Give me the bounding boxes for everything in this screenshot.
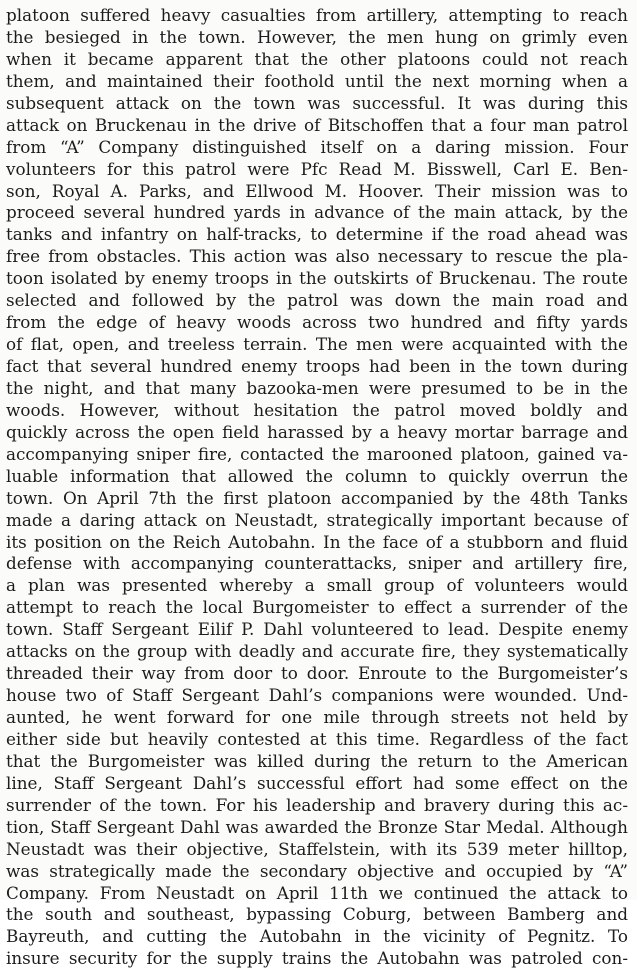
text-line: son, Royal A. Parks, and Ellwood M. Hoover. Their mission was to <box>6 180 628 201</box>
text-line: defense with accompanying counterattacks, sniper and artillery fire, <box>6 553 628 574</box>
text-line: the south and southeast, bypassing Coburg, between Bamberg and <box>6 904 628 925</box>
text-line: its position on the Reich Autobahn. In the face of a stubborn and fluid <box>6 531 628 552</box>
text-line: attack on Bruckenau in the drive of Bitschoffen that a four man patrol <box>6 114 628 135</box>
text-line: luable information that allowed the column to quickly overrun the <box>6 465 628 486</box>
text-line: a plan was presented whereby a small group of volunteers would <box>6 575 628 596</box>
text-line: quickly across the open field harassed by a heavy mortar barrage and <box>6 421 628 442</box>
text-line: accompanying sniper fire, contacted the marooned platoon, gained va- <box>6 443 628 464</box>
text-line: that the Burgomeister was killed during the return to the American <box>6 750 628 771</box>
text-line: house two of Staff Sergeant Dahl’s companions were wounded. Und- <box>6 685 628 706</box>
text-line: platoon suffered heavy casualties from artillery, attempting to reach <box>6 5 628 25</box>
text-line: the night, and that many bazooka-men were presumed to be in the <box>6 377 628 398</box>
text-line: attacks on the group with deadly and accurate fire, they systematically <box>6 641 628 662</box>
text-line: either side but heavily contested at this time. Regardless of the fact <box>6 728 628 749</box>
text-line: when it became apparent that the other platoons could not reach <box>6 48 628 69</box>
text-line: town. Staff Sergeant Eilif P. Dahl volunteered to lead. Despite enemy <box>6 619 628 640</box>
text-line: threaded their way from door to door. Enroute to the Burgomeister’s <box>6 663 628 684</box>
text-line: subsequent attack on the town was successful. It was during this <box>6 92 628 113</box>
text-line: Neustadt was their objective, Staffelstein, with its 539 meter hilltop, <box>6 838 628 859</box>
text-line: free from obstacles. This action was also necessary to rescue the pla- <box>6 246 628 267</box>
text-line: the besieged in the town. However, the men hung on grimly even <box>6 26 628 47</box>
text-line: Bayreuth, and cutting the Autobahn in the vicinity of Pegnitz. To <box>6 926 628 947</box>
text-line: aunted, he went forward for one mile through streets not held by <box>6 707 628 727</box>
text-line: of flat, open, and treeless terrain. The men were acquainted with the <box>6 334 628 355</box>
body-text <box>6 5 628 970</box>
text-line: tion, Staff Sergeant Dahl was awarded the Bronze Star Medal. Although <box>6 816 628 837</box>
text-line: toon isolated by enemy troops in the outskirts of Bruckenau. The route <box>6 268 628 289</box>
text-line: attempt to reach the local Burgomeister to effect a surrender of the <box>6 597 628 618</box>
text-line: made a daring attack on Neustadt, strategically important because of <box>6 509 628 530</box>
text-line: line, Staff Sergeant Dahl’s successful effort had some effect on the <box>6 772 628 793</box>
text-line: was strategically made the secondary objective and occupied by “A” <box>6 860 628 881</box>
text-line: Company. From Neustadt on April 11th we continued the attack to <box>6 882 628 903</box>
text-line: from “A” Company distinguished itself on a daring mission. Four <box>6 136 628 157</box>
text-line: selected and followed by the patrol was down the main road and <box>6 290 628 311</box>
text-line: from the edge of heavy woods across two hundred and fifty yards <box>6 312 628 333</box>
text-line: woods. However, without hesitation the patrol moved boldly and <box>6 399 628 420</box>
text-line: surrender of the town. For his leadership and bravery during this ac- <box>6 794 628 815</box>
text-line: them, and maintained their foothold until the next morning when a <box>6 70 628 91</box>
text-line: town. On April 7th the first platoon accompanied by the 48th Tanks <box>6 487 628 508</box>
text-line: insure security for the supply trains the Autobahn was patroled con- <box>6 948 628 969</box>
text-line: fact that several hundred enemy troops had been in the town during <box>6 356 628 376</box>
text-line: volunteers for this patrol were Pfc Read M. Bisswell, Carl E. Ben- <box>6 158 628 179</box>
text-line: proceed several hundred yards in advance of the main attack, by the <box>6 202 628 223</box>
text-line: tanks and infantry on half-tracks, to determine if the road ahead was <box>6 224 628 245</box>
